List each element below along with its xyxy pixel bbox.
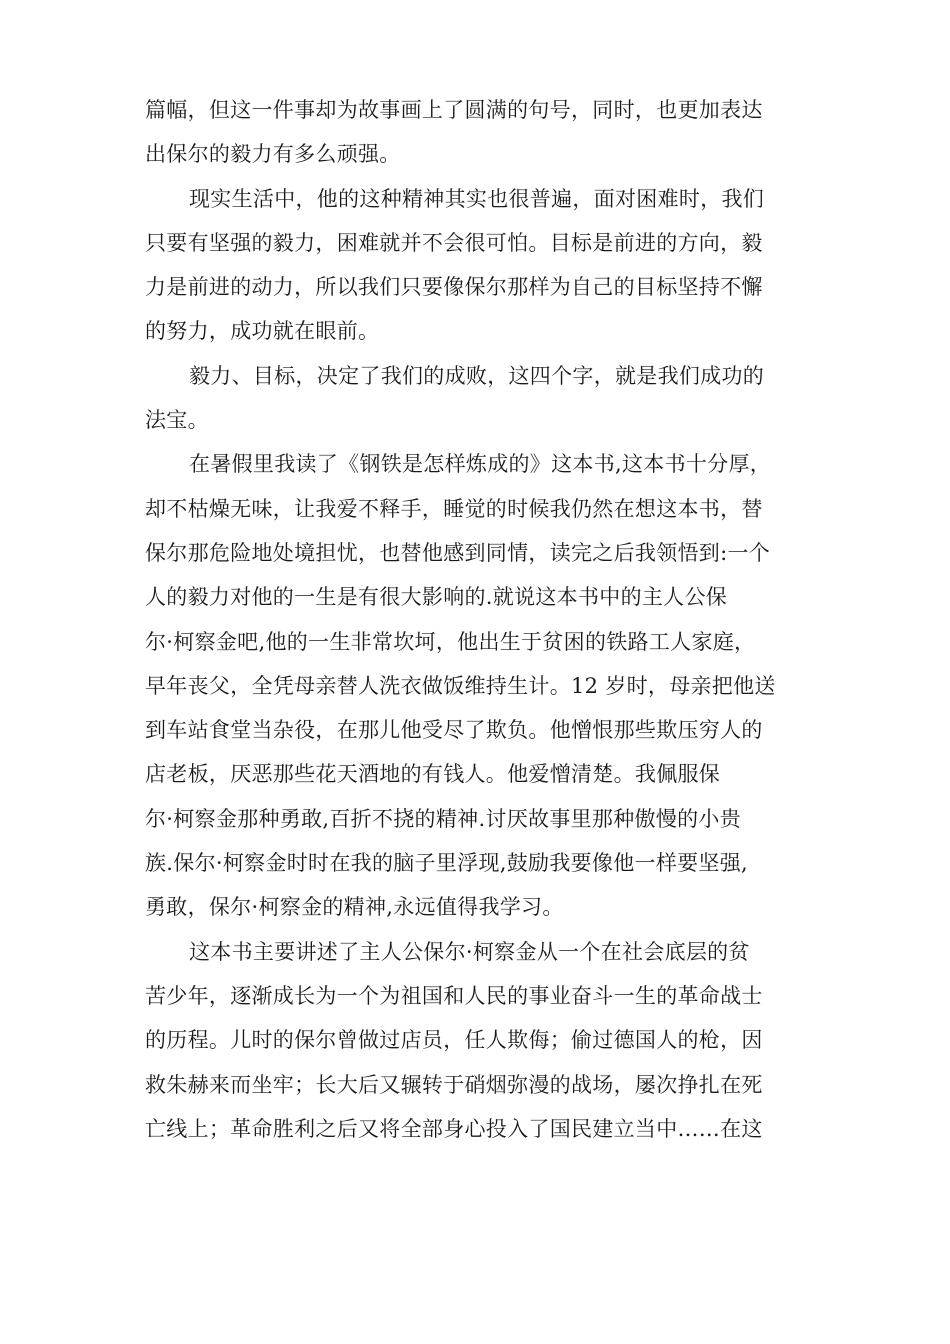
text-line: 救朱赫来而坐牢；长大后又辗转于硝烟弥漫的战场，屡次挣扎在死 [145,1072,763,1097]
text-line: 保尔那危险地处境担忧，也替他感到同情，读完之后我领悟到:一个 [145,540,771,565]
text-line: 亡线上；革命胜利之后又将全部身心投入了国民建立当中……在这 [145,1116,763,1141]
text-line: 篇幅，但这一件事却为故事画上了圆满的句号，同时，也更加表达 [145,98,763,122]
text-line: 只要有坚强的毅力，困难就并不会很可怕。目标是前进的方向，毅 [145,230,763,255]
text-line: 出保尔的毅力有多么顽强。 [145,142,401,167]
text-line: 的历程。儿时的保尔曾做过店员，任人欺侮；偷过德国人的枪，因 [145,1028,763,1053]
body-text [145,88,805,1151]
text-line: 苦少年，逐渐成长为一个为祖国和人民的事业奋斗一生的革命战士 [145,983,763,1008]
text-line: 尔·柯察金吧,他的一生非常坎坷，他出生于贫困的铁路工人家庭， [145,629,756,654]
text-line: 勇敢，保尔·柯察金的精神,永远值得我学习。 [145,895,564,920]
text-line: 人的毅力对他的一生是有很大影响的.就说这本书中的主人公保 [145,585,728,610]
text-line: 到车站食堂当杂役，在那儿他受尽了欺负。他憎恨那些欺压穷人的 [145,718,763,743]
text-line: 这本书主要讲述了主人公保尔·柯察金从一个在社会底层的贫 [189,939,750,964]
text-line: 现实生活中，他的这种精神其实也很普遍，面对困难时，我们 [189,186,765,211]
text-line: 的努力，成功就在眼前。 [145,319,380,344]
text-line: 尔·柯察金那种勇敢,百折不挠的精神.讨厌故事里那种傲慢的小贵 [145,806,742,831]
text-line: 力是前进的动力，所以我们只要像保尔那样为自己的目标坚持不懈 [145,275,763,300]
text-line: 早年丧父，全凭母亲替人洗衣做饭维持生计。12 岁时，母亲把他送 [145,673,776,698]
text-line: 在暑假里我读了《钢铁是怎样炼成的》这本书,这本书十分厚， [189,452,772,477]
text-line: 族.保尔·柯察金时时在我的脑子里浮现,鼓励我要像他一样要坚强, [145,851,748,876]
text-line: 法宝。 [145,408,209,433]
text-line: 店老板，厌恶那些花天酒地的有钱人。他爱憎清楚。我佩服保 [145,762,721,787]
text-line: 毅力、目标，决定了我们的成败，这四个字，就是我们成功的 [189,363,765,388]
text-line: 却不枯燥无味，让我爱不释手，睡觉的时候我仍然在想这本书，替 [145,496,763,521]
